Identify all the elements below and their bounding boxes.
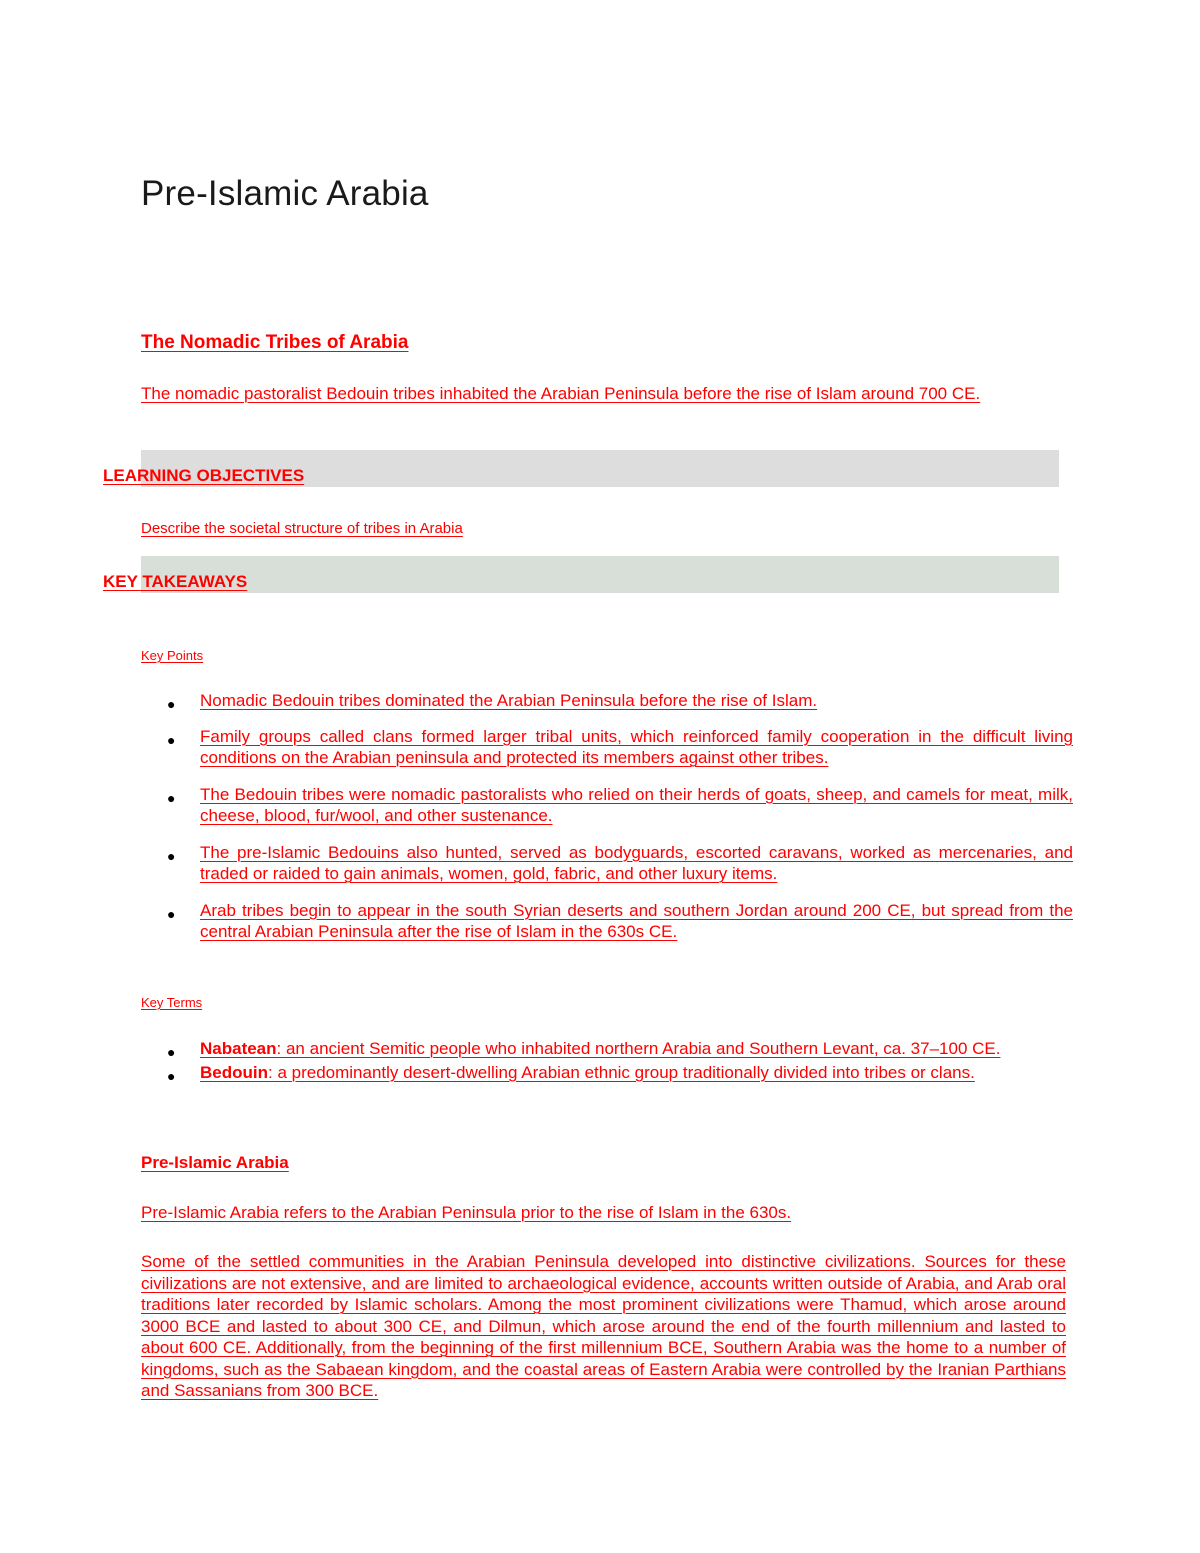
bullet-icon: ●	[167, 905, 176, 922]
key-points-list	[141, 690, 1073, 943]
term-definition: : a predominantly desert-dwelling Arabian ethnic group traditionally divided into tribes or clans.	[268, 1062, 975, 1082]
pre-islamic-paragraph-1: Pre-Islamic Arabia refers to the Arabian Peninsula prior to the rise of Islam in the 630s.	[141, 1203, 792, 1222]
list-item: ● Arab tribes begin to appear in the south Syrian deserts and southern Jordan around 200 CE, but spread from the central Arabian Peninsula after the rise of Islam in the 630s CE.	[167, 900, 1073, 941]
intro-paragraph: The nomadic pastoralist Bedouin tribes inhabited the Arabian Peninsula before the rise of Islam around 700 CE.	[141, 384, 981, 403]
pre-islamic-paragraph-2: Some of the settled communities in the Arabian Peninsula developed into distinctive civilizations. Sources for these civilizations are not extensive, and are limited to archaeological evidence, accounts written outside of Arabia, and Arab oral traditions later recorded by Islamic scholars. Among the most prominent civilizations were Thamud, which arose around 3000 BCE and lasted to about 300 CE, and Dilmun, which arose around the end of the fourth millennium and lasted to about 600 CE. Additionally, from the beginning of the first millennium BCE, Southern Arabia was the home to a number of kingdoms, such as the Sabaean kingdom, and the coastal areas of Eastern Arabia were controlled by the Iranian Parthians and Sassanians from 300 BCE.	[141, 1252, 1066, 1400]
bullet-icon: ●	[167, 1044, 176, 1060]
list-item	[141, 1038, 1073, 1060]
section-heading-pre-islamic-arabia: Pre-Islamic Arabia	[141, 1153, 289, 1172]
list-item: ● The Bedouin tribes were nomadic pastoralists who relied on their herds of goats, sheep, and camels for meat, milk, cheese, blood, fur/wool, and other sustenance.	[167, 784, 1073, 825]
bullet-icon: ●	[167, 847, 176, 864]
bullet-icon: ●	[167, 731, 176, 748]
bullet-icon: ●	[167, 696, 176, 712]
list-item: ● The pre-Islamic Bedouins also hunted, served as bodyguards, escorted caravans, worked as mercenaries, and traded or raided to gain animals, women, gold, fabric, and other luxury items.	[167, 842, 1073, 883]
document-title: Pre-Islamic Arabia	[141, 174, 429, 213]
list-item: ● Nomadic Bedouin tribes dominated the Arabian Peninsula before the rise of Islam.	[141, 690, 1073, 712]
term-bedouin: Bedouin	[200, 1062, 268, 1082]
key-takeaways-band	[141, 556, 1059, 593]
key-points-label: Key Points	[141, 648, 204, 663]
list-item	[141, 1062, 1073, 1084]
term-definition: : an ancient Semitic people who inhabited northern Arabia and Southern Levant, ca. 37–100 CE.	[276, 1039, 1001, 1058]
key-terms-list	[141, 1038, 1073, 1083]
bullet-icon: ●	[167, 789, 176, 806]
learning-objective-text: Describe the societal structure of tribes in Arabia	[141, 520, 463, 537]
term-nabatean: Nabatean	[200, 1039, 277, 1058]
section-heading-nomadic-tribes: The Nomadic Tribes of Arabia	[141, 332, 409, 353]
key-terms-label: Key Terms	[141, 995, 203, 1010]
learning-objectives-label: LEARNING OBJECTIVES	[103, 466, 305, 485]
bullet-icon: ●	[167, 1067, 176, 1084]
list-item: ● Family groups called clans formed larger tribal units, which reinforced family cooperation in the difficult living conditions on the Arabian peninsula and protected its members against other tribes.	[167, 726, 1073, 767]
key-takeaways-label: KEY TAKEAWAYS	[103, 572, 248, 591]
